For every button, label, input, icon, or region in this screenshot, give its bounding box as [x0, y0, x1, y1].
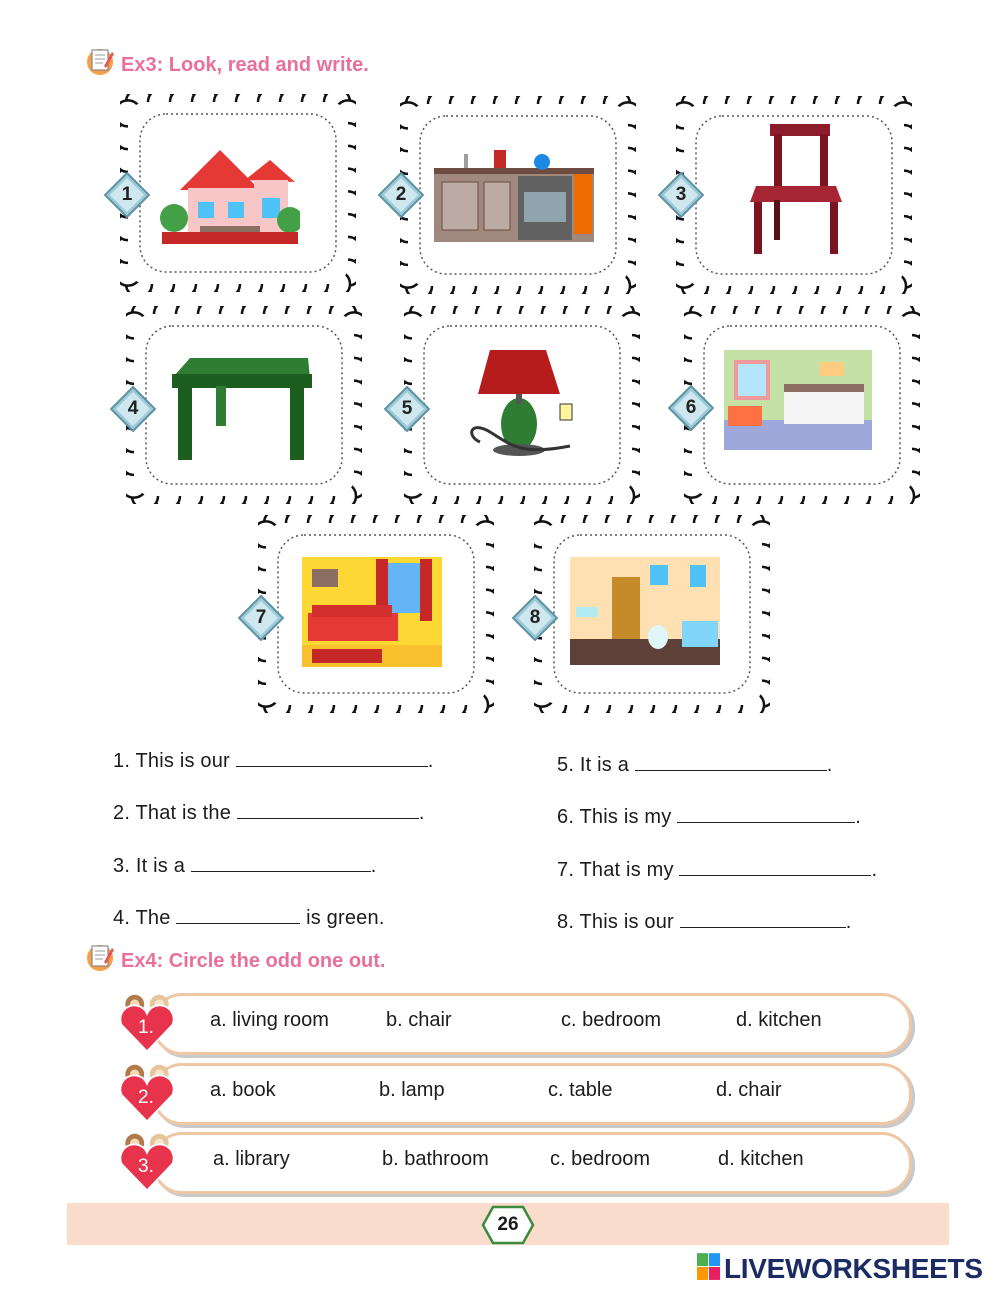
sentence-3[interactable]: 3. It is a . [113, 855, 377, 877]
picture-number: 5 [401, 398, 413, 419]
lamp-icon [460, 346, 580, 460]
option-d[interactable]: d. chair [716, 1079, 782, 1101]
odd-row-2 [112, 1061, 912, 1123]
sentence-8[interactable]: 8. This is our . [557, 911, 852, 933]
picture-card-1 [120, 94, 356, 292]
ex3-header [84, 44, 484, 80]
notebook-icon [84, 940, 116, 972]
option-a[interactable]: a. book [210, 1079, 276, 1101]
odd-row-number: 1. [138, 1017, 154, 1038]
picture-number: 3 [675, 184, 687, 205]
picture-number: 4 [127, 398, 139, 419]
odd-row-number: 2. [138, 1087, 154, 1108]
picture-card-6 [684, 306, 920, 504]
picture-card-8 [534, 515, 770, 713]
living-room-icon [302, 557, 442, 667]
number-badge [104, 172, 150, 218]
option-b[interactable]: b. bathroom [382, 1148, 489, 1170]
odd-row-3 [112, 1130, 912, 1192]
table-icon [170, 352, 314, 462]
option-c[interactable]: c. bedroom [561, 1009, 662, 1031]
option-b[interactable]: b. lamp [379, 1079, 445, 1101]
picture-number: 7 [255, 607, 267, 628]
page-number: 26 [497, 1214, 519, 1235]
picture-card-5 [404, 306, 640, 504]
bathroom-icon [570, 557, 720, 665]
picture-card-2 [400, 96, 636, 294]
notebook-icon [84, 44, 116, 76]
picture-card-3 [676, 96, 912, 294]
number-badge [668, 385, 714, 431]
ex4-header [84, 940, 484, 976]
number-badge [238, 595, 284, 641]
ex3-title: Ex3: Look, read and write. [121, 54, 369, 76]
option-a[interactable]: a. living room [210, 1009, 329, 1031]
ex4-title: Ex4: Circle the odd one out. [121, 950, 386, 972]
sentence-2[interactable]: 2. That is the . [113, 802, 425, 824]
option-a[interactable]: a. library [213, 1148, 290, 1170]
liveworksheets-brand[interactable]: LIVEWORKSHEETS [724, 1253, 983, 1284]
sentence-4[interactable]: 4. The is green. [113, 907, 385, 929]
option-c[interactable]: c. bedroom [550, 1148, 651, 1170]
bedroom-icon [724, 350, 872, 450]
picture-card-4 [126, 306, 362, 504]
number-badge [110, 386, 156, 432]
sentence-5[interactable]: 5. It is a . [557, 754, 833, 776]
option-d[interactable]: d. kitchen [736, 1009, 822, 1031]
chair-icon [746, 124, 846, 254]
picture-number: 2 [395, 184, 407, 205]
option-b[interactable]: b. chair [386, 1009, 452, 1031]
number-badge [658, 172, 704, 218]
picture-number: 8 [529, 607, 541, 628]
odd-row-number: 3. [138, 1156, 154, 1177]
number-badge [378, 172, 424, 218]
sentence-1[interactable]: 1. This is our . [113, 750, 434, 772]
number-badge [512, 595, 558, 641]
number-badge [384, 386, 430, 432]
option-d[interactable]: d. kitchen [718, 1148, 804, 1170]
sentence-6[interactable]: 6. This is my . [557, 806, 862, 828]
kitchen-icon [434, 140, 594, 244]
liveworksheets-logo-icon [697, 1253, 721, 1281]
odd-row-1 [112, 991, 912, 1053]
picture-number: 6 [685, 397, 697, 418]
sentence-7[interactable]: 7. That is my . [557, 859, 878, 881]
house-icon [160, 140, 300, 250]
picture-number: 1 [121, 184, 133, 205]
option-c[interactable]: c. table [548, 1079, 613, 1101]
picture-card-7 [258, 515, 494, 713]
